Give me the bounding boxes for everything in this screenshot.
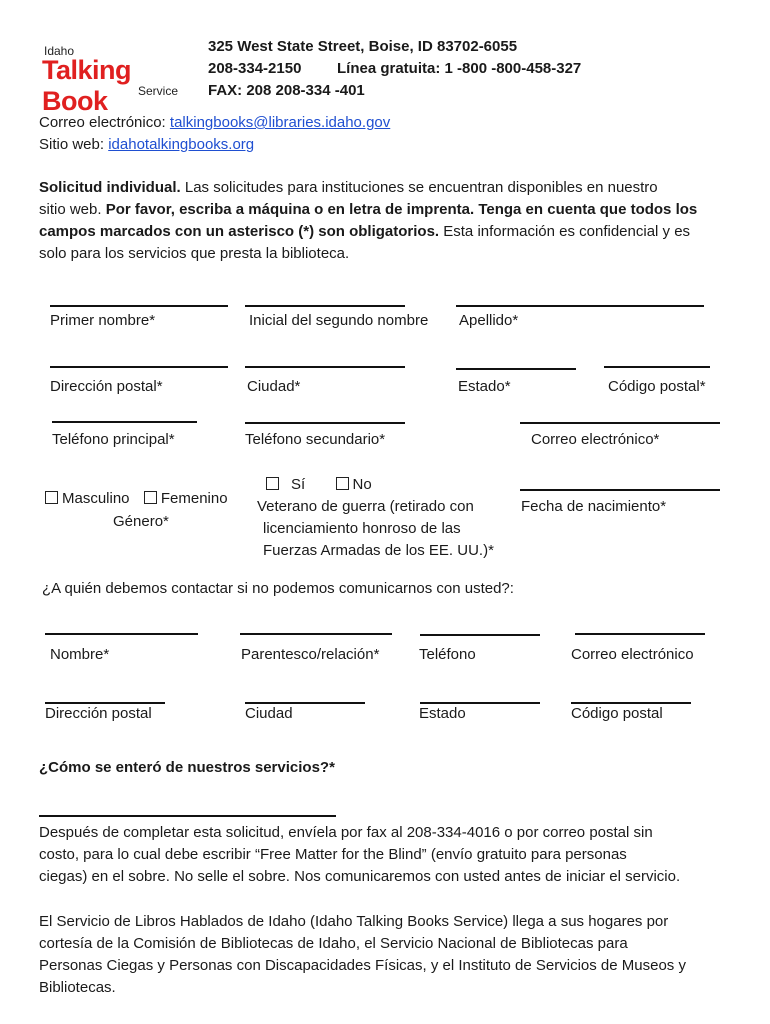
closing-p1-line2: costo, para lo cual debe escribir “Free Matter for the Blind” (envío gratuito para personas xyxy=(39,846,627,863)
header-address: 325 West State Street, Boise, ID 83702-6055 xyxy=(208,38,518,55)
first-name-label: Primer nombre* xyxy=(50,312,156,329)
emergency-address-label: Dirección postal xyxy=(45,705,152,722)
email-field[interactable] xyxy=(520,422,720,424)
emergency-city-label: Ciudad xyxy=(245,705,293,722)
contact-web-label: Sitio web: xyxy=(39,136,109,153)
closing-p1-line1: Después de completar esta solicitud, envíela por fax al 208-334-4016 o por correo postal sin xyxy=(39,824,653,841)
intro-text-4: solo para los servicios que presta la biblioteca. xyxy=(39,245,350,262)
veteran-no-checkbox[interactable] xyxy=(336,477,349,490)
emergency-phone-field[interactable] xyxy=(420,634,540,636)
header-phone: 208-334-2150 xyxy=(208,60,302,77)
contact-email-link[interactable]: talkingbooks@libraries.idaho.gov xyxy=(169,114,391,131)
contact-web-link[interactable]: idahotalkingbooks.org xyxy=(108,136,255,153)
emergency-address-field[interactable] xyxy=(45,702,165,704)
last-name-field[interactable] xyxy=(456,305,704,307)
header-toll-free: Línea gratuita: 1 -800 -800-458-327 xyxy=(337,60,582,77)
intro-text-3: Esta información es confidencial y es xyxy=(439,223,691,240)
logo xyxy=(40,44,190,116)
header-fax: FAX: 208 208-334 -401 xyxy=(208,82,365,99)
intro-paragraph xyxy=(39,177,739,265)
contact-email-label: Correo electrónico: xyxy=(39,114,170,131)
mailing-address-label: Dirección postal* xyxy=(50,378,163,395)
mailing-address-field[interactable] xyxy=(50,366,228,368)
middle-initial-label: Inicial del segundo nombre xyxy=(249,312,429,329)
gender-options xyxy=(45,490,228,508)
veteran-yes-label: Sí xyxy=(291,476,306,493)
veteran-label-2: licenciamiento honroso de las xyxy=(263,520,461,537)
male-label: Masculino xyxy=(62,490,130,507)
secondary-phone-label: Teléfono secundario* xyxy=(245,431,386,448)
intro-text-1: Las solicitudes para instituciones se encuentran disponibles en nuestro xyxy=(180,179,658,196)
emergency-email-label: Correo electrónico xyxy=(571,646,694,663)
emergency-name-label: Nombre* xyxy=(50,646,110,663)
emergency-name-field[interactable] xyxy=(45,633,198,635)
intro-bold-2b: campos marcados con un asterisco (*) son obligatorios. xyxy=(39,223,440,240)
veteran-label-3: Fuerzas Armadas de los EE. UU.)* xyxy=(263,542,494,559)
emergency-state-label: Estado xyxy=(419,705,466,722)
male-checkbox[interactable] xyxy=(45,491,58,504)
referral-question: ¿Cómo se enteró de nuestros servicios?* xyxy=(39,759,335,776)
zip-label: Código postal* xyxy=(608,378,706,395)
primary-phone-label: Teléfono principal* xyxy=(52,431,175,448)
female-checkbox[interactable] xyxy=(144,491,157,504)
emergency-phone-label: Teléfono xyxy=(419,646,476,663)
intro-text-2: sitio web. xyxy=(39,201,106,218)
closing-paragraph-1 xyxy=(39,822,739,888)
emergency-zip-field[interactable] xyxy=(571,702,691,704)
logo-idaho-text: Idaho xyxy=(44,44,75,58)
city-field[interactable] xyxy=(245,366,405,368)
emergency-relationship-field[interactable] xyxy=(240,633,392,635)
logo-title: Talking Book xyxy=(42,55,132,116)
closing-paragraph-2 xyxy=(39,911,739,999)
veteran-options xyxy=(266,476,372,494)
contact-email-line xyxy=(39,114,390,132)
gender-label: Género* xyxy=(113,513,169,530)
state-label: Estado* xyxy=(458,378,511,395)
intro-bold-2a: Por favor, escriba a máquina o en letra de imprenta. Tenga en cuenta que todos los xyxy=(105,201,698,218)
primary-phone-field[interactable] xyxy=(52,421,197,423)
birth-date-field[interactable] xyxy=(520,489,720,491)
last-name-label: Apellido* xyxy=(459,312,519,329)
female-label: Femenino xyxy=(160,490,228,507)
emergency-state-field[interactable] xyxy=(420,702,540,704)
contact-web-line xyxy=(39,136,254,154)
emergency-zip-label: Código postal xyxy=(571,705,663,722)
email-label: Correo electrónico* xyxy=(531,431,660,448)
state-field[interactable] xyxy=(456,368,576,370)
closing-p1-line3: ciegas) en el sobre. No selle el sobre. Nos comunicaremos con usted antes de iniciar el servicio. xyxy=(39,868,681,885)
middle-initial-field[interactable] xyxy=(245,305,405,307)
emergency-email-field[interactable] xyxy=(575,633,705,635)
emergency-city-field[interactable] xyxy=(245,702,365,704)
secondary-phone-field[interactable] xyxy=(245,422,405,424)
veteran-label-1: Veterano de guerra (retirado con xyxy=(257,498,474,515)
zip-field[interactable] xyxy=(604,366,710,368)
intro-bold-1: Solicitud individual. xyxy=(39,179,181,196)
emergency-relationship-label: Parentesco/relación* xyxy=(241,646,380,663)
closing-p2-line3: Personas Ciegas y Personas con Discapacidades Físicas, y el Instituto de Servicios de Museos y xyxy=(39,957,686,974)
veteran-no-label: No xyxy=(352,476,372,493)
logo-service-text: Service xyxy=(138,84,179,98)
closing-p2-line2: cortesía de la Comisión de Bibliotecas de Idaho, el Servicio Nacional de Bibliotecas para xyxy=(39,935,628,952)
referral-answer-field[interactable] xyxy=(39,815,336,817)
city-label: Ciudad* xyxy=(247,378,301,395)
emergency-question: ¿A quién debemos contactar si no podemos comunicarnos con usted?: xyxy=(42,580,514,597)
closing-p2-line1: El Servicio de Libros Hablados de Idaho (Idaho Talking Books Service) llega a sus hogares por xyxy=(39,913,669,930)
veteran-yes-checkbox[interactable] xyxy=(266,477,279,490)
birth-date-label: Fecha de nacimiento* xyxy=(521,498,667,515)
first-name-field[interactable] xyxy=(50,305,228,307)
closing-p2-line4: Bibliotecas. xyxy=(39,979,116,996)
